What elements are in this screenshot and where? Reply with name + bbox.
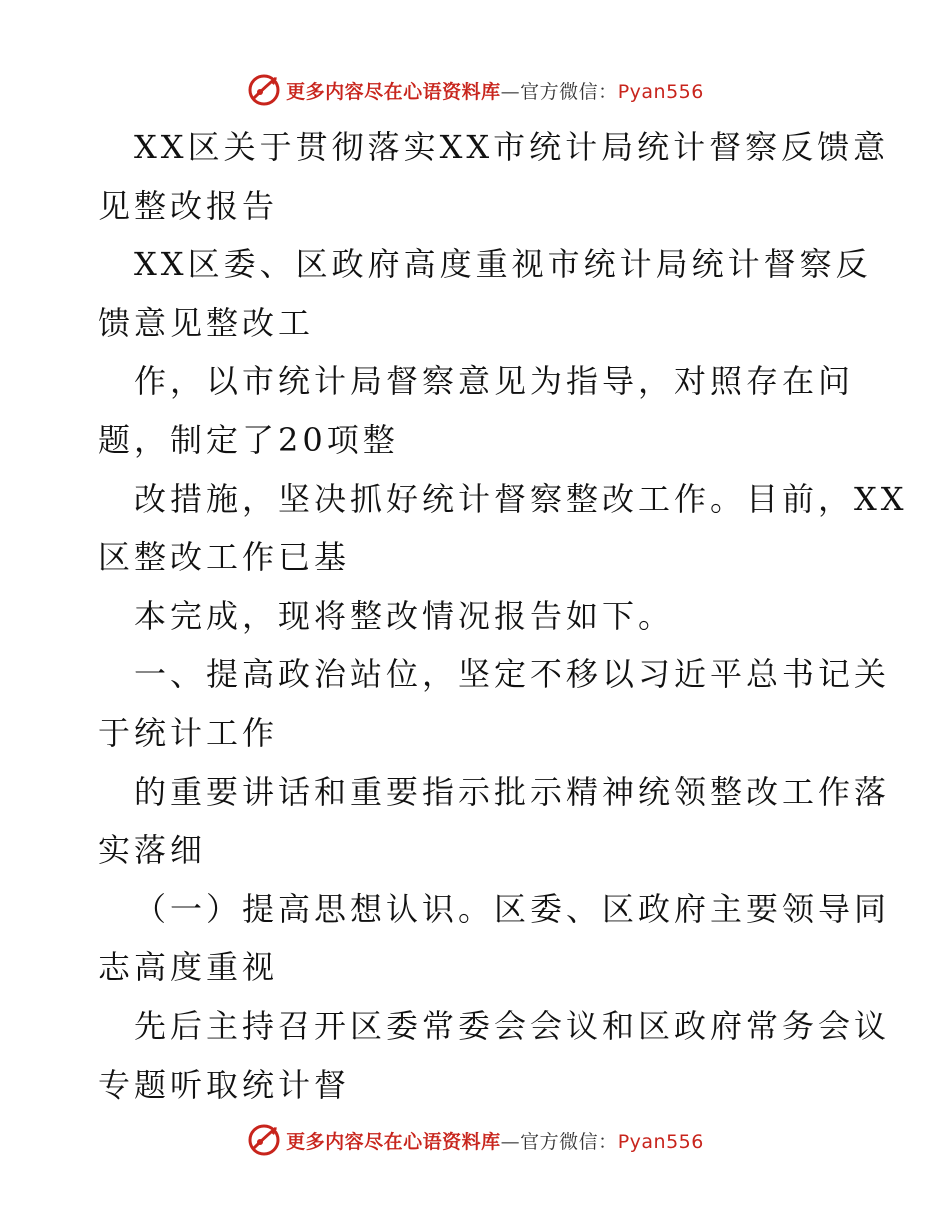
paragraph-line: XX区委、区政府高度重视市统计局统计督察反 [134,245,872,284]
section-heading-line: 实落细 [98,831,207,870]
pen-swirl-logo-icon [246,1122,282,1158]
paragraph-line: 区整改工作已基 [98,538,351,577]
section-heading-line: 于统计工作 [98,713,279,752]
header-watermark [0,68,950,112]
paragraph-line: 本完成，现将整改情况报告如下。 [134,596,675,635]
paragraph-line: 作，以市统计局督察意见为指导，对照存在问 [134,362,855,401]
watermark-text: 更多内容尽在心语资料库 [286,1130,501,1153]
watermark-separator: — [500,80,521,103]
paragraph-line: 改措施，坚决抓好统计督察整改工作。目前，XX [134,479,908,518]
watermark-separator: — [500,1130,521,1153]
paragraph-line: 先后主持召开区委常委会会议和区政府常务会议 [134,1006,891,1045]
watermark-wechat-id: Pyan556 [617,1130,704,1153]
document-body [98,118,908,1114]
subsection-line: （一）提高思想认识。区委、区政府主要领导同 [134,889,891,928]
section-heading-line: 一、提高政治站位，坚定不移以习近平总书记关 [134,655,891,694]
pen-swirl-logo-icon [246,72,282,108]
paragraph-line: 题，制定了20项整 [98,420,399,459]
watermark-wechat-label: 官方微信： [520,1130,618,1153]
subsection-line: 志高度重视 [98,948,279,987]
section-heading-line: 的重要讲话和重要指示批示精神统领整改工作落 [134,772,891,811]
watermark-wechat-label: 官方微信： [520,80,618,103]
title-line-1: XX区关于贯彻落实XX市统计局统计督察反馈意 [134,128,890,166]
paragraph-line: 专题听取统计督 [98,1065,351,1104]
footer-watermark [0,1118,950,1162]
title-line-2: 见整改报告 [98,186,279,225]
watermark-wechat-id: Pyan556 [617,80,704,103]
watermark-text: 更多内容尽在心语资料库 [286,80,501,103]
paragraph-line: 馈意见整改工 [98,303,315,342]
